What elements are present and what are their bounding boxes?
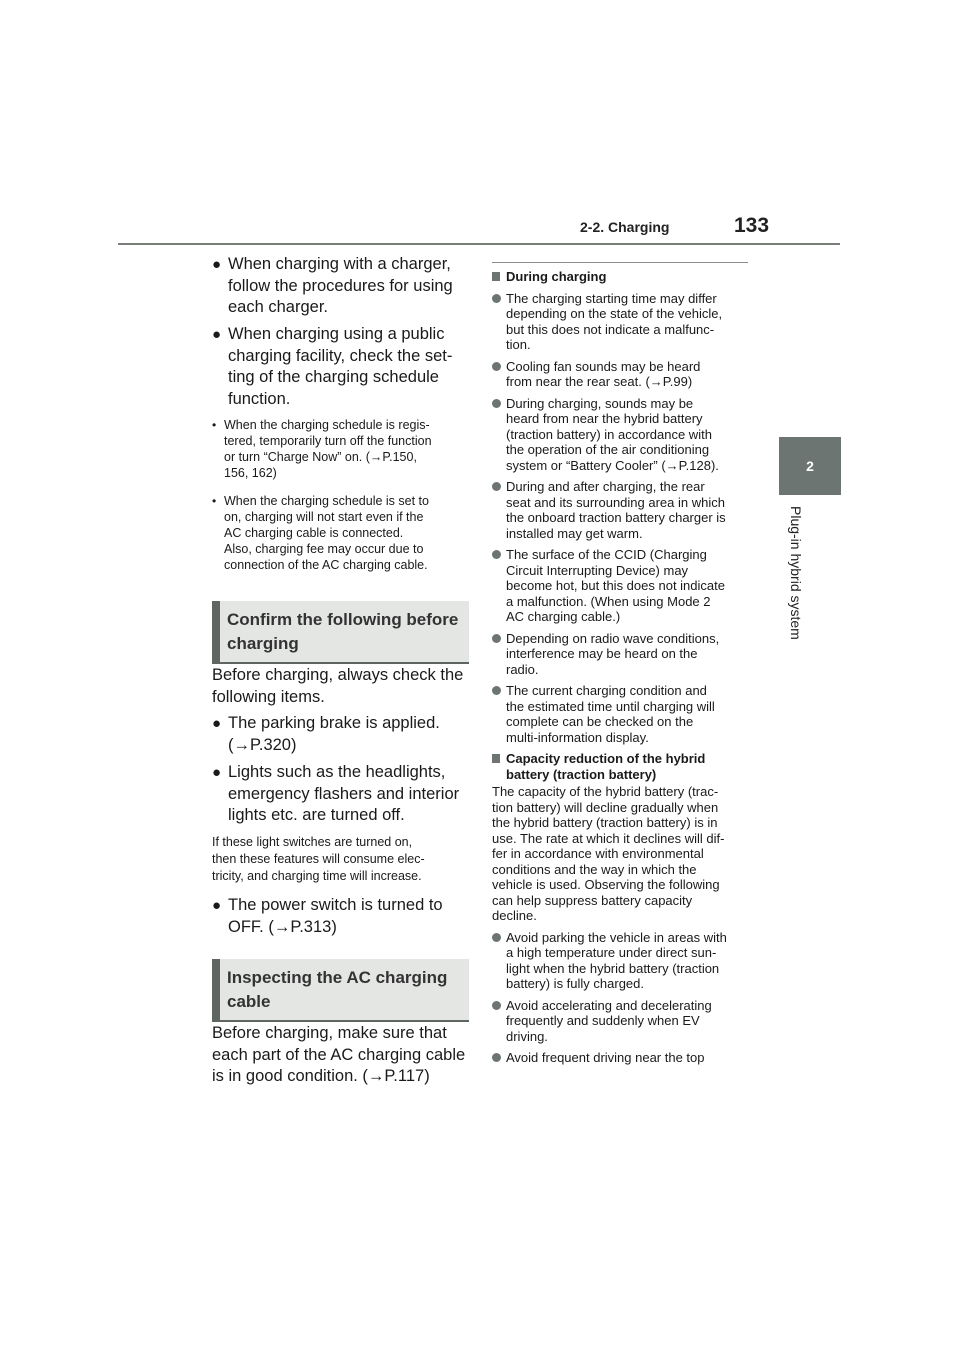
list-item: Avoid parking the vehicle in areas with a high temperature under direct sun- light when the hybrid battery (traction battery) is fully charged.	[492, 930, 750, 992]
lights-note: If these light switches are turned on, then these features will consume elec- tricity, and charging time will increase.	[212, 835, 425, 883]
circle-bullet-icon	[492, 294, 501, 303]
square-bullet-icon	[492, 754, 500, 763]
note-item: • When the charging schedule is set to on, charging will not start even if the AC charging cable is connected. Also, charging fee may occur due to connection of the AC charging cable.	[212, 494, 429, 572]
circle-bullet-icon	[492, 686, 501, 695]
circle-bullet-icon	[492, 482, 501, 491]
subheading-capacity-reduction: Capacity reduction of the hybrid battery (traction battery)	[492, 751, 750, 782]
bullet-item: ● The power switch is turned to OFF. (→P.313)	[212, 896, 443, 936]
bullet-icon: ●	[212, 764, 222, 781]
bullet-item: ● When charging with a charger, follow the procedures for using each charger.	[212, 255, 453, 316]
list-item: Avoid frequent driving near the top	[492, 1050, 750, 1066]
list-item: Avoid accelerating and decelerating frequently and suddenly when EV driving.	[492, 998, 750, 1045]
capacity-tips-list	[492, 930, 750, 1066]
bullet-item: ● The parking brake is applied. (→P.320)	[212, 714, 440, 754]
circle-bullet-icon	[492, 362, 501, 371]
list-item: The charging starting time may differ depending on the state of the vehicle, but this does not indicate a malfunc- tion.	[492, 291, 750, 353]
circle-bullet-icon	[492, 1053, 501, 1062]
box-heading: Confirm the following before charging	[227, 610, 459, 653]
note-schedule-on	[212, 493, 474, 573]
circle-bullet-icon	[492, 1001, 501, 1010]
bullet-power-switch	[212, 895, 474, 938]
bullet-lights	[212, 762, 474, 827]
square-bullet-icon	[492, 272, 500, 281]
bullet-item: ● When charging using a public charging facility, check the set- ting of the charging schedule function.	[212, 325, 453, 408]
list-item: During charging, sounds may be heard from near the hybrid battery (traction battery) in accordance with the operation of the air conditioning system or “Battery Cooler” (→P.128).	[492, 396, 750, 474]
chapter-tab[interactable]: 2	[779, 437, 841, 495]
bullet-icon: ●	[212, 256, 222, 273]
page-number: 133	[734, 214, 770, 237]
list-item: The current charging condition and the estimated time until charging will complete can be checked on the multi-information display.	[492, 683, 750, 745]
section-title: 2-2. Charging	[580, 219, 670, 235]
note-item: • When the charging schedule is regis- tered, temporarily turn off the function or turn “Charge Now” on. (→P.150, 156, 162)	[212, 418, 432, 480]
list-item: Cooling fan sounds may be heard from near the rear seat. (→P.99)	[492, 359, 750, 390]
bullet-public-facility	[212, 324, 474, 410]
list-item: Depending on radio wave conditions, interference may be heard on the radio.	[492, 631, 750, 678]
right-column	[492, 269, 750, 1072]
circle-bullet-icon	[492, 550, 501, 559]
circle-bullet-icon	[492, 399, 501, 408]
note-bullet-icon: •	[212, 418, 217, 432]
section-box-inspect-cable	[212, 959, 469, 1022]
chapter-label	[786, 506, 806, 666]
chapter-label-text: Plug-in hybrid system	[788, 506, 804, 640]
box-accent-bar	[212, 959, 220, 1020]
section-box-confirm	[212, 601, 469, 664]
circle-bullet-icon	[492, 634, 501, 643]
box-heading: Inspecting the AC charging cable	[227, 968, 448, 1011]
note-schedule-registered	[212, 417, 474, 481]
header-rule	[118, 243, 840, 245]
bullet-icon: ●	[212, 326, 222, 343]
during-charging-list	[492, 291, 750, 746]
list-item: During and after charging, the rear seat and its surrounding area in which the onboard traction battery charger is installed may get warm.	[492, 479, 750, 541]
list-item: The surface of the CCID (Charging Circuit Interrupting Device) may become hot, but this does not indicate a malfunction. (When using Mode 2 AC charging cable.)	[492, 547, 750, 625]
bullet-charger	[212, 254, 474, 319]
bullet-icon: ●	[212, 715, 222, 732]
circle-bullet-icon	[492, 933, 501, 942]
box-accent-bar	[212, 601, 220, 662]
intro-cable-condition: Before charging, make sure that each part of the AC charging cable is in good condition. (→P.117)	[212, 1024, 466, 1085]
subheading-during-charging: During charging	[492, 269, 750, 285]
bullet-parking-brake	[212, 713, 474, 756]
column-rule	[492, 262, 748, 263]
note-bullet-icon: •	[212, 494, 217, 508]
bullet-item: ● Lights such as the headlights, emergency flashers and interior lights etc. are turned off.	[212, 763, 460, 824]
intro-check-items: Before charging, always check the following items.	[212, 666, 464, 706]
capacity-paragraph: The capacity of the hybrid battery (trac- tion battery) will decline gradually when the hybrid battery (traction battery) is in use. The rate at which it declines will dif- fer in accordance with environmental conditions and the way in which the vehicle is used. Observing the following can help suppress battery capacity decline.	[492, 784, 725, 923]
bullet-icon: ●	[212, 897, 222, 914]
